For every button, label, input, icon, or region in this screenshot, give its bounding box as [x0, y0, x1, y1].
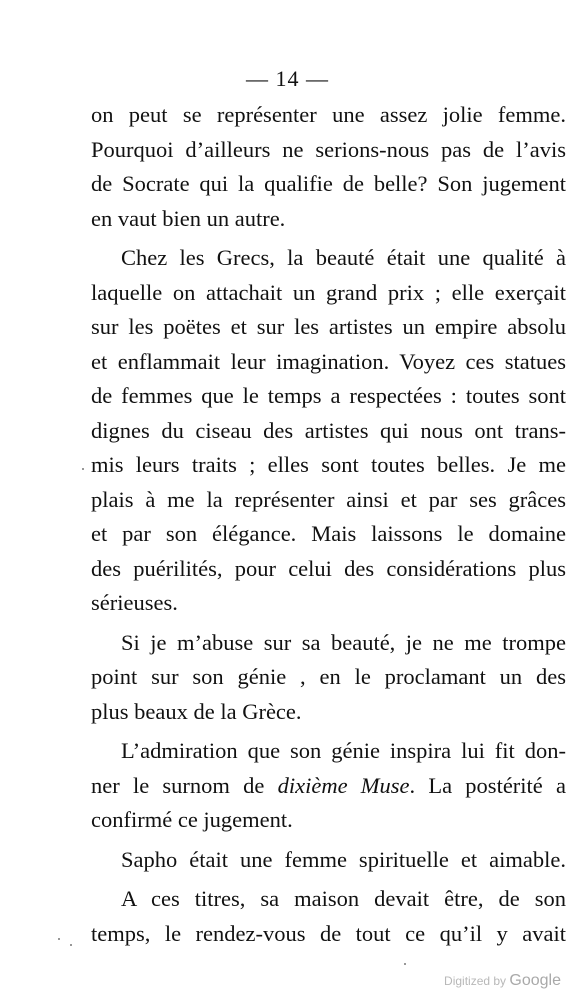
- watermark-prefix: Digitized by: [444, 974, 507, 988]
- text-line: sur les poëtes et sur les artistes un empire absolu: [91, 314, 566, 339]
- text-line: dignes du ciseau des artistes qui nous ont trans-: [91, 417, 566, 443]
- text-line: Chez les Grecs, la beauté était une qualité à: [121, 245, 566, 270]
- paragraph-5: [91, 843, 566, 878]
- text-line: et par son élégance. Mais laissons le domaine: [91, 521, 566, 546]
- text-line: plais à me la représenter ainsi et par ses grâces: [91, 486, 566, 512]
- google-logo: Google: [509, 972, 561, 989]
- text-line: Si je m’abuse sur sa beauté, je ne me trompe: [121, 629, 566, 655]
- text-line: de Socrate qui la qualifie de belle? Son jugement: [91, 171, 566, 196]
- paragraph-1: [91, 98, 566, 236]
- page-number: — 14 —: [246, 66, 329, 91]
- text-line: et enflammait leur imagination. Voyez ces statues: [91, 348, 566, 374]
- text-segment: . La postérité a: [409, 772, 566, 798]
- paper-speck: [58, 938, 60, 940]
- text-line: temps, le rendez-vous de tout ce qu’il y avait: [91, 920, 566, 946]
- body-text: [91, 98, 566, 951]
- text-line: on peut se représenter une assez jolie femme.: [91, 102, 566, 127]
- text-line: Pourquoi d’ailleurs ne serions-nous pas de l’avis: [91, 136, 566, 162]
- text-line: Sapho était une femme spirituelle et aimable.: [121, 846, 566, 872]
- paragraph-6: [91, 882, 566, 951]
- text-segment: ner le surnom de: [91, 772, 278, 798]
- digitized-watermark: [444, 972, 561, 990]
- text-line: point sur son génie , en le proclamant un des: [91, 664, 566, 689]
- paper-speck: [404, 963, 406, 965]
- text-line: des puérilités, pour celui des considérations plus: [91, 555, 566, 581]
- text-line: A ces titres, sa maison devait être, de son: [121, 886, 566, 911]
- paragraph-3: [91, 626, 566, 730]
- text-line: [91, 769, 566, 804]
- paragraph-2: [91, 241, 566, 621]
- text-line: L’admiration que son génie inspira lui fit don-: [121, 738, 566, 763]
- text-line: plus beaux de la Grèce.: [91, 698, 302, 724]
- paper-speck: [82, 468, 84, 470]
- text-line: sérieuses.: [91, 590, 178, 615]
- italic-title: dixième Muse: [277, 772, 410, 798]
- text-line: laquelle on attachait un grand prix ; elle exerçait: [91, 279, 566, 305]
- text-line: de femmes que le temps a respectées : toutes sont: [91, 383, 566, 408]
- paragraph-4: [91, 734, 566, 838]
- text-line: mis leurs traits ; elles sont toutes belles. Je me: [91, 452, 566, 477]
- paper-speck: [70, 944, 72, 946]
- text-line: confirmé ce jugement.: [91, 807, 293, 832]
- text-line: en vaut bien un autre.: [91, 205, 286, 231]
